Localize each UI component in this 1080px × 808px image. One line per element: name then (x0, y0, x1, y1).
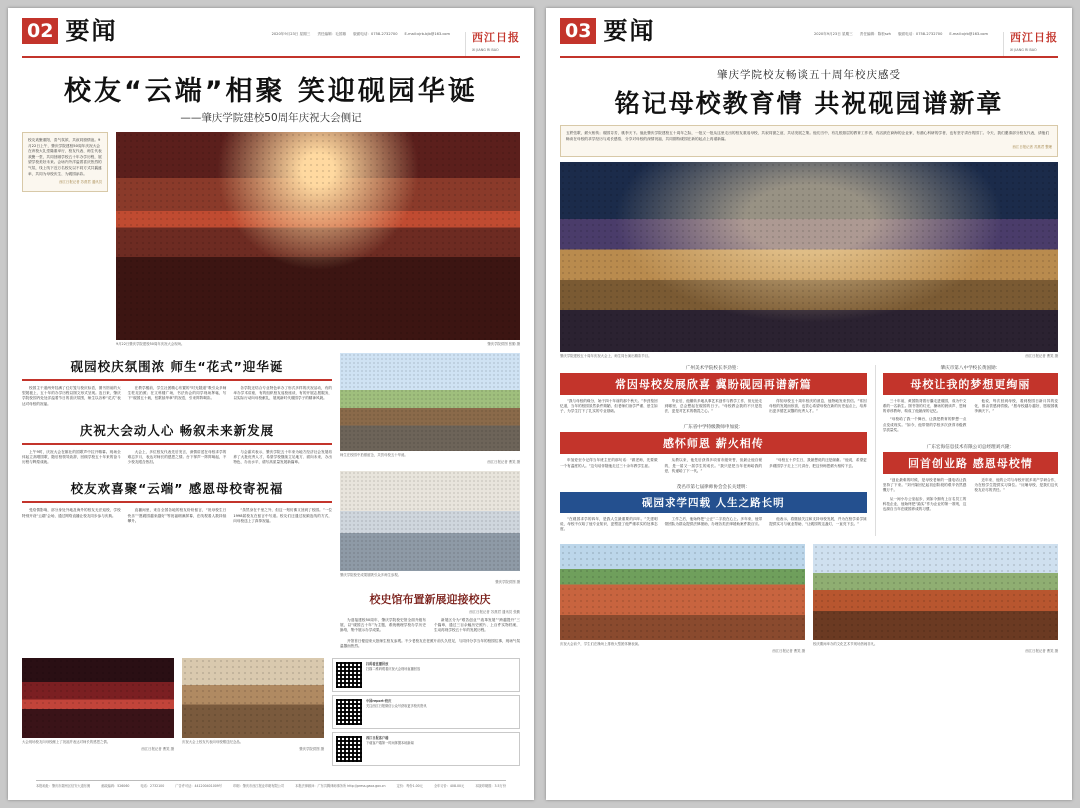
side-photo-1 (340, 353, 520, 451)
qr-box-2-title: 中国report·校庆 (366, 699, 392, 704)
page-number-left: 02 (22, 18, 58, 44)
bottom-photo-1 (22, 658, 174, 738)
section-body-1 (22, 386, 332, 410)
lead-box-right (560, 125, 1058, 157)
masthead-logo-text: 西江日报 (1010, 31, 1058, 44)
article-1-kicker: 广州美术学院校长李劲堃： (685, 365, 741, 371)
page-left (8, 8, 534, 800)
paragraph: 他表示，将继续关注和支持母校发展，并为在校学弟学妹提供实习与就业帮助，“让砚园的这盏灯，一直亮下去。” (769, 517, 867, 527)
footer-phone: 电话：2732100 (140, 784, 165, 788)
side-photo-1-credit: 西江日报记者 曹笑 摄 (487, 460, 520, 464)
footer-annual-price: 全年订价：408.00元 (433, 784, 465, 788)
paragraph: 各学院还结合专业特色举办了形式多样的庆祝活动，有的举办学术讲座，有的组织校友返校座谈，有的开展志愿服务，以实际行动向母校献礼，展现新时代砚园学子的精神风貌。 (233, 386, 333, 401)
paragraph: 毕业后，他辗转多地从事艺术创作与教学工作，但无论走到哪里，总会想起在砚园的日子。“母校教会我的不只是技法，更是对艺术的敬畏之心。” (664, 398, 763, 414)
masthead-right (560, 18, 1058, 58)
footer-license: 广告许可证：441200401009号 (175, 784, 222, 788)
footer-address: 本报地址：肇庆市端州区信安大道东侧 (36, 784, 91, 788)
footer-printer: 印刷：肇庆市西江报业印刷有限公司 (233, 784, 285, 788)
paragraph: 开馆首日便迎来大批师生校友参观。不少老校友在老照片前久久驻足，与同伴分享当年的校园往事，现场气氛温馨而热烈。 (340, 638, 520, 648)
paragraph: 工作之后，他始终把“公正”二字放在心上。多年来，他带领团队为群众提供法律援助，办理各类法律援助案件数百宗。 (664, 517, 763, 527)
side-photo-1-caption: 师生在校园中拍照留念，共贺母校五十华诞。 (340, 453, 408, 457)
article-5-title: 回首创业路 感恩母校情 (883, 452, 1058, 474)
masthead-meta-left (117, 18, 520, 56)
paragraph: 上午9时，庆祝大会在雄壮的国歌声中拉开帷幕。现场全体起立高唱国歌，随后校领导致辞，回顾学校五十年来的奋斗历程与辉煌成就。 (22, 449, 121, 465)
side-photo-2-credit: 肇庆学院供图 摄 (495, 580, 520, 584)
footer-price: 定价：每份1.00元 (396, 784, 423, 788)
section-title-3: 校友欢喜聚“云端” 感恩母校寄祝福 (22, 475, 332, 503)
paragraph: 从教以来，他先后获得多项省市级荣誉，但最让他自豪的，是一届又一届学生的成长。“我只是把当年老师给我的爱，传递给了下一代。” (664, 458, 763, 473)
bottom-photo-right-1 (560, 544, 805, 640)
main-photo-caption-left: 9月22日肇庆学院建校50周年庆祝大会现场。 (116, 342, 185, 346)
main-photo-credit-left: 肇庆学院供图 张勤 摄 (487, 342, 520, 346)
main-photo-credit-right: 西江日报记者 曹笑 摄 (1025, 353, 1058, 358)
bottom-photo-right-2-caption: 校庆期间举办的文化艺术节现场热闹非凡。 (813, 641, 878, 646)
article-3-kicker: 茂名市第七届律师协会会长关建明： (676, 485, 751, 490)
paragraph: “母校五十岁生日，我最想说的还是谢谢。”他说，希望更多砚园学子走上三尺讲台，把这份师恩薪火相传下去。 (769, 458, 867, 468)
lead-signature-right: 西江日报记者 苏燕君 整理 (1012, 145, 1052, 150)
meta-email: E-mail:xjrb-bjb@163.com (404, 32, 450, 36)
footer-circulation: 本版印刷数：3.5万份 (475, 784, 506, 788)
article-3-title: 砚园求学四载 人生之路长明 (560, 492, 867, 513)
lead-text: 校友欢聚重阳，喜气氛浓，共叙同窗情谊。9月22日上午，肇庆学院建校50周年庆祝大会在该校大礼堂隆重举行，校友代表、师生代表欢聚一堂，共同回顾学校五十年办学历程，展望学校美好未来。会场内外洋溢着喜庆热烈的气氛，线上线下近万名校友以不同方式共襄盛举，共同为母校庆生、为砚园添彩。 (28, 138, 102, 176)
meta-editor: 责任编辑：陈松szh (859, 32, 891, 36)
qr-code-icon (336, 736, 362, 762)
meta-phone: 版面电话：0758-2732700 (897, 32, 943, 36)
interview-article-4 (883, 365, 1058, 436)
interview-article-1 (560, 365, 867, 418)
meta-email: E-mail:xjrb@163.com (949, 32, 988, 36)
paragraph: 在教学楼前，学生社团精心布置的“时光隧道”吸引众多师生驻足拍照；在文科楼广场，书法协会的同学现场挥毫，写下“砚园五十载，弦歌续华章”的祝语，引来阵阵喝彩。 (127, 386, 227, 401)
paragraph: 大会上，多位校友代表先后发言，深情讲述在母校求学的难忘岁月，表达对师长的感恩之情。台下掌声一阵阵响起，不少校友眼含热泪。 (127, 449, 227, 465)
subhead-left: ——肇庆学院建校50周年庆祝大会侧记 (180, 112, 362, 124)
bottom-article-body (340, 618, 520, 637)
bottom-photo-right-2-credit: 西江日报记者 曹笑 摄 (1025, 648, 1058, 653)
page-right (546, 8, 1072, 800)
article-5-kicker: 广东宏海信息技术有限公司总经理刘兴隆： (926, 445, 1015, 450)
masthead-logo-text: 西江日报 (472, 31, 520, 44)
paragraph: 申加爱至今记得当年班主任的那句话：“做老师，先要做一个有温度的人。”这句话伴随他走过三十余年教学生涯。 (560, 458, 658, 468)
shoulder-headline-right: 肇庆学院校友畅谈五十周年校庆感受 (717, 69, 901, 81)
meta-editor: 责任编辑：毛国雄 (317, 32, 347, 36)
meta-date: 2020年9月23日 星期三 (271, 32, 311, 36)
bottom-article-byline: 西江日报记者 苏燕君 通讯员 张勤 (469, 610, 520, 614)
paragraph: 为迎接建校50周年，肇庆学院校史馆全面升级布展，以“砚园五十年”为主题，系统梳理学校办学历史脉络，集中展示办学成果。 (340, 618, 426, 633)
qr-box-2[interactable] (332, 695, 520, 729)
qr-box-1-text: 扫描二维码观看庆祝大会现场直播回放 (366, 666, 421, 671)
lead-text-right: 五秩弦歌，薪火相传；砚园芬芳，桃李天下。值此肇庆学院建校五十周年之际，一批又一批从这里走出的校友重返母校，共叙同窗之谊、共话发展之策。他们当中，有扎根基层的教育工作者，有活跃在商海的企业家，有潜心科研的学者，也有坚守讲台的园丁。今天，我们邀请部分校友代表，请他们畅谈在母校的求学经历与成长感悟，分享对母校的深情祝福，共同期待砚园在新的起点上再谱新篇。 (566, 131, 1050, 141)
bottom-photo-right-1-caption: 庆祝大会前夕，学生们在操场上排练大型团体操表演。 (560, 641, 642, 646)
section-body-3 (22, 508, 332, 527)
qr-code-icon (336, 699, 362, 725)
side-photo-2 (340, 471, 520, 571)
bottom-photo-2-credit: 肇庆学院供图 摄 (299, 747, 324, 752)
section-name-right: 要闻 (603, 17, 656, 45)
bottom-photo-right-2 (813, 544, 1058, 640)
paragraph: 新展区分为“艰苦创业”“改革发展”“跨越提升”三个篇章，通过三百余幅历史照片、上百件实物档案，生动再现学校五十年的发展历程。 (434, 618, 520, 633)
paragraph: 三十年前，黄国勋背着行囊走进砚园，成为中文系的一名新生。图书馆的灯光、操场的晨读声、恩师的谆谆教诲，构成了他最深的记忆。 (882, 398, 967, 414)
article-4-title: 母校让我的梦想更绚丽 (883, 373, 1058, 395)
article-4-kicker: 肇庆市第八中学校长黄国勋： (940, 365, 1001, 371)
bottom-photo-right-1-credit: 西江日报记者 曹笑 摄 (772, 648, 805, 653)
masthead-left (22, 18, 520, 58)
paragraph: 直播间里，来自全国各地的校友纷纷留言，“祝母校生日快乐”“愿砚园越来越好”等祝福刷满屏幕，在线观看人数持续攀升。 (127, 508, 227, 523)
paragraph: “母校给了我一个舞台，让我把教育的梦想一点点变成现实。”如今，他带领的学校多次获得市级教学质量奖。 (882, 417, 967, 432)
masthead-logo-right (1003, 32, 1058, 56)
main-photo-left (116, 132, 520, 340)
qr-box-1[interactable] (332, 658, 520, 692)
meta-phone: 版面电话：0758-2732700 (353, 32, 398, 36)
article-1-title: 常因母校发展欣喜 冀盼砚园再谱新篇 (560, 373, 867, 395)
interview-article-5 (883, 444, 1058, 515)
paragraph: “在砚园求学的四年，是我人生最重要的四年。”关建明说，母校不仅给了他专业知识，更塑造了他严谨求实的处事态度。 (560, 517, 658, 532)
footer-left (36, 780, 506, 788)
article-2-kicker: 广东省中学特级教师申加爱： (683, 425, 744, 431)
masthead-logo-left (465, 32, 520, 56)
paragraph: “虽然身在千里之外，但这一刻仿佛又回到了校园。”一位1998届校友在留言中写道。校友们还通过视频连线的方式，向母校送上了真挚祝福。 (233, 508, 333, 523)
section-title-2: 庆祝大会动人心 畅叙未来新发展 (22, 417, 332, 445)
paragraph: “创业最难的时候，是母校老师的一通电话让我坚持了下来。”刘兴隆回忆起初创阶段的艰辛仍然感慨万千。 (882, 478, 967, 493)
side-photo-2-caption: 肇庆学院校史成果展吸引众多师生参观。 (340, 573, 402, 577)
bottom-photo-2-caption: 庆祝大会上校友代表向母校赠送纪念品。 (182, 740, 244, 745)
page-number-right: 03 (560, 18, 596, 44)
lead-box (22, 132, 108, 192)
qr-box-3-title: 西江日报客户端 (366, 736, 389, 741)
paragraph: 得知母校五十周年校庆的消息，他特地发来贺信。“常因母校的发展而欣喜，也衷心希望母校在新的历史起点上，培养出更多德艺双馨的优秀人才。” (769, 398, 867, 414)
paragraph: 从一间小办公室起步，到如今拥有上百名员工的科技企业，他始终把“踏实”作为企业的第一准则，这也源自当年在砚园养成的习惯。 (882, 496, 967, 512)
bottom-photo-1-caption: 大会现场校友向母校献上了祝福并表达对师长的感恩之情。 (22, 740, 111, 745)
bottom-photo-2 (182, 658, 324, 738)
qr-box-1-title: 扫码看直播回放 (366, 662, 389, 667)
qr-box-3-text: 下载客户端第一时间掌握本地新闻 (366, 740, 414, 745)
footer-postcode: 邮政编码：526060 (101, 784, 130, 788)
interview-article-3 (560, 484, 867, 536)
qr-code-icon (336, 662, 362, 688)
paragraph: 校园主干道两旁挂满了红灯笼与校庆标语，图书馆前的大型展板上，五十年的办学历程以图文形式呈现。连日来，肇庆学院校园内处处洋溢着节日的喜庆氛围，师生以各种“花式”表达对母校的祝福。 (22, 386, 121, 406)
headline-left: 校友“云端”相聚 笑迎砚园华诞 (64, 76, 478, 107)
paragraph: 受疫情影响，部分身处外地及海外的校友无法返校，学校特别开设“云端”会场，通过网络直播让校友同步参与庆典。 (22, 508, 121, 518)
interview-article-2 (560, 424, 867, 477)
masthead-logo-pinyin: XI JIANG RI BAO (472, 48, 499, 52)
paragraph: 他说，每次回到母校，看到校园日新月异的变化，都由衷感到骄傲。“愿母校越办越好，愿砚园桃李满天下。” (974, 398, 1059, 414)
section-title-1: 砚园校庆氛围浓 师生“花式”迎华诞 (22, 353, 332, 381)
lead-signature: 西江日报记者 苏燕君 通讯员 (59, 180, 102, 185)
paragraph: “我与母校的缘分，始于四十年前的那个秋天。”李劲堃回忆道，当年的校园虽然条件简陋，但老师们治学严谨、爱生如子，为学生打下了扎实的专业基础。 (560, 398, 658, 414)
paragraph: 与会嘉宾表示，肇庆学院五十年来为地方经济社会发展培养了大批优秀人才，希望学校继续立足地方、面向未来，办出特色、办出水平，谱写高质量发展新篇章。 (233, 449, 333, 465)
paragraph: 近年来，他的公司与母校开展多项产学研合作，为在校学生提供实习岗位。“反哺母校，是我们这代校友应尽的责任。” (974, 478, 1059, 493)
footer-legal: 本报法律顾问：广东共腾律师事务所 http://press.gaoz.gov.cn (295, 784, 386, 788)
qr-box-3[interactable] (332, 732, 520, 766)
bottom-article-title: 校史馆布置新展迎接校庆 (369, 593, 491, 606)
masthead-meta-right (655, 18, 1058, 56)
meta-date: 2020年9月23日 星期三 (814, 32, 853, 36)
article-2-title: 感怀师恩 薪火相传 (560, 432, 867, 454)
masthead-logo-pinyin: XI JIANG RI BAO (1010, 48, 1037, 52)
bottom-photo-1-credit: 西江日报记者 曹笑 摄 (141, 747, 174, 752)
main-photo-right (560, 162, 1058, 352)
headline-right: 铭记母校教育情 共祝砚园谱新章 (614, 89, 1004, 118)
section-name-left: 要闻 (65, 17, 118, 45)
section-body-2 (22, 450, 332, 469)
qr-box-2-text: 关注西江日报微信公众号获取更多校庆资讯 (366, 703, 427, 708)
main-photo-caption-right: 肇庆学院建校五十周年庆祝大会上，师生同台演出精彩节目。 (560, 353, 652, 358)
